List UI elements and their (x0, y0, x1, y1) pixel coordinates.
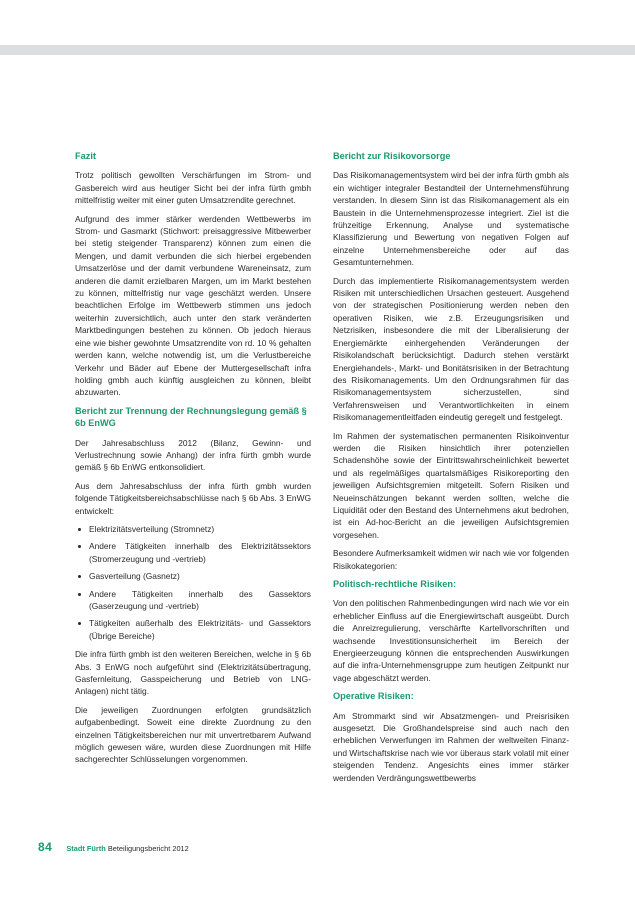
paragraph: Aufgrund des immer stärker werdenden Wettbewerbs im Strom- und Gasmarkt (Stichwort: preisaggressive Mitbewerber bei stetig steigender Transparenz) können zum einen die Mengen, und damit verbunden die sich hierbei ergebenden Umsatzerlöse und der damit verbundene Wareneinsatz, zum anderen die damit erzielbaren Margen, um im Markt bestehen zu können, mittelfristig nur vage geschätzt werden. Unsere beachtlichen Erfolge im Wettbewerb stimmen uns jedoch weiterhin zuversichtlich, auch unter den stark veränderten Marktbedingungen bestehen zu können. Ob jedoch hieraus eine wie bisher gewohnte Umsatzrendite von rd. 10 % gehalten werden kann, welche notwendig ist, um die Verlustbereiche Verkehr und Bäder auf Ebene der Muttergesellschaft infra holding gmbh auch künftig ausgleichen zu können, bleibt abzuwarten. (75, 213, 311, 398)
right-column (333, 150, 569, 790)
footer-brand: Stadt Fürth (66, 844, 106, 853)
page-footer (38, 840, 189, 854)
list-item: Andere Tätigkeiten innerhalb des Gassektors (Gaserzeugung und -vertrieb) (75, 588, 311, 613)
left-column (75, 150, 311, 772)
header-band (0, 45, 635, 55)
heading-fazit: Fazit (75, 151, 96, 161)
paragraph: Aus dem Jahresabschluss der infra fürth gmbh wurden folgende Tätigkeitsbereichsabschlüsse nach § 6b Abs. 3 EnWG entwickelt: (75, 480, 311, 516)
paragraph: Trotz politisch gewollten Verschärfungen im Strom- und Gasbereich wird aus heutiger Sicht bei der infra fürth gmbh mittelfristig weiter mit einer guten Umsatzrendite gerechnet. (75, 170, 311, 206)
heading-politisch-rechtliche-risiken: Politisch-rechtliche Risiken: (333, 579, 457, 589)
list-item: Elektrizitätsverteilung (Stromnetz) (75, 523, 311, 535)
list-item: Andere Tätigkeiten innerhalb des Elektrizitätssektors (Stromerzeugung und -vertrieb) (75, 540, 311, 565)
paragraph: Der Jahresabschluss 2012 (Bilanz, Gewinn- und Verlustrechnung sowie Anhang) der infra fürth gmbh wurde gemäß § 6b EnWG entkonsolidiert. (75, 437, 311, 473)
paragraph: Am Strommarkt sind wir Absatzmengen- und Preisrisiken ausgesetzt. Die Großhandelspreise sind auch nach den erheblichen Verwerfungen im Rahmen der weltweiten Finanz- und Wirtschaftskrise nach wie vor überaus stark volatil mit einer steigenden Tendenz. Angesichts eines immer stärker werdenden Verdrängungswettbewerbs (333, 710, 569, 783)
list-item: Tätigkeiten außerhalb des Elektrizitäts- und Gassektors (Übrige Bereiche) (75, 617, 311, 642)
paragraph: Im Rahmen der systematischen permanenten Risikoinventur werden die Risiken hinsichtlich ihrer potenziellen Schadenshöhe sowie der Eintrittswahrscheinlichkeit bewertet und als regelmäßiges quartalsmäßiges Risikoreporting den jeweiligen Aufsichtsgremien mitgeteilt. Sofern Risiken und Neueinschätzungen bekannt werden sollten, welche die Liquidität oder den Bestand des Unternehmens akut bedrohen, ist ein Ad-hoc-Bericht an die jeweiligen Aufsichtsgremien vorgesehen. (333, 430, 569, 540)
activity-list (75, 523, 311, 642)
paragraph: Die jeweiligen Zuordnungen erfolgten grundsätzlich aufgabenbedingt. Soweit eine direkte Zuordnung zu den einzelnen Tätigkeitsbereichen nur mit unvertretbarem Aufwand möglich gewesen wäre, wurden diese Zuordnungen mit Hilfe sachgerechter Schlüsselungen vorgenommen. (75, 704, 311, 765)
heading-risikovorsorge: Bericht zur Risikovorsorge (333, 151, 451, 161)
heading-operative-risiken: Operative Risiken: (333, 691, 414, 702)
paragraph: Das Risikomanagementsystem wird bei der infra fürth gmbh als ein wichtiger integraler Bestandteil der Unternehmensführung verstanden. In diesem Sinn ist das Risikomanagement als ein Baustein in die Unternehmensprozesse integriert. Ziel ist die frühzeitige Erkennung, Analyse und systematische Klassifizierung und Bewertung von negativen Folgen auf einzelne Unternehmensbereiche oder auf das Gesamtunternehmen. (333, 170, 569, 268)
heading-trennung-rechnungslegung: Bericht zur Trennung der Rechnungslegung gemäß § 6b EnWG (75, 405, 307, 429)
paragraph: Durch das implementierte Risikomanagementsystem werden Risiken mit unterschiedlichen Ursachen gesteuert. Ausgehend von der strategischen Positionierung werden neben den operativen Risiken, wie z.B. Erzeugungsrisiken und Netzrisiken, insbesondere die mit der Liberalisierung der Energiemärkte einhergehenden Veränderungen der Risikolandschaft berücksichtigt. Dadurch stehen verstärkt Energiehandels-, Markt- und Bonitätsrisiken in der Betrachtung des Risikomanagements. Um den Ordnungsrahmen für das Risikomanagementsystem sicherzustellen, sind Verfahrensweisen und Verantwortlichkeiten in einem Risikomanagementleitfaden eindeutig geregelt und festgelegt. (333, 275, 569, 423)
paragraph: Von den politischen Rahmenbedingungen wird nach wie vor ein erheblicher Einfluss auf die Energiewirtschaft ausgeübt. Durch die Anreizregulierung, verschärfte Kartellvorschriften und wachsende Investitionsunsicherheit im Bereich der Energieerzeugung können die entsprechenden Auswirkungen auf die infra-Unternehmensgruppe zum heutigen Zeitpunkt nur vage abgeschätzt werden. (333, 598, 569, 683)
footer-publication (66, 844, 188, 853)
paragraph: Besondere Aufmerksamkeit widmen wir nach wie vor folgenden Risikokategorien: (333, 548, 569, 571)
page-number: 84 (38, 840, 53, 854)
footer-title: Beteiligungsbericht 2012 (105, 844, 189, 853)
list-item: Gasverteilung (Gasnetz) (75, 570, 311, 582)
paragraph: Die infra fürth gmbh ist den weiteren Bereichen, welche in § 6b Abs. 3 EnWG noch aufgeführt sind (Elektrizitätsübertragung, Gasfernleitung, Gasspeicherung und Betrieb von LNG-Anlagen) nicht tätig. (75, 649, 311, 697)
